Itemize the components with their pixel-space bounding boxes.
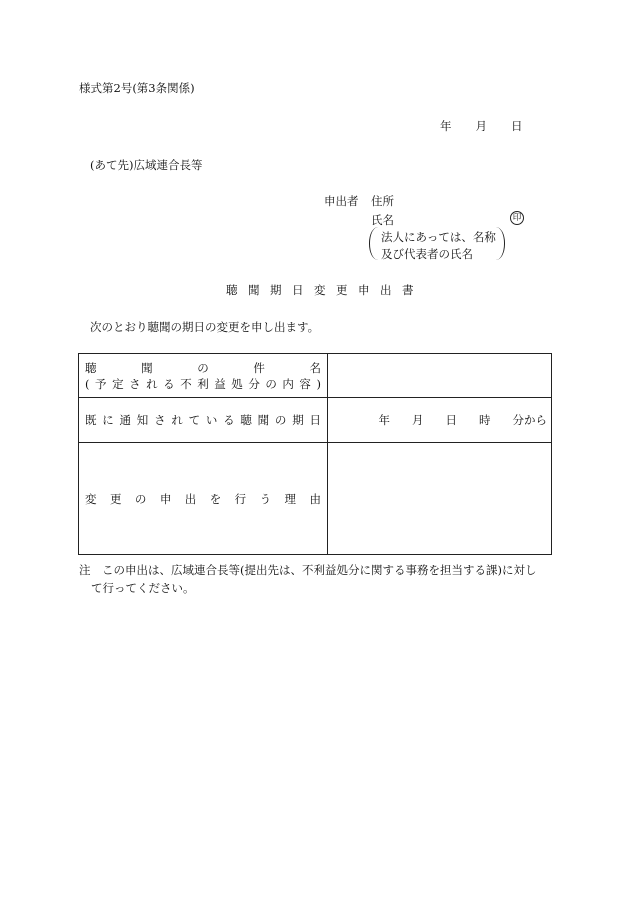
label-char: 聞 <box>257 413 270 427</box>
label-char: て <box>188 413 201 427</box>
label-char: 変 <box>314 283 336 297</box>
label-char: 聴 <box>240 413 252 427</box>
case-name-line2 <box>85 376 321 392</box>
label-char: 聞 <box>141 360 153 375</box>
label-char: 聴 <box>226 283 248 297</box>
label-char: 更 <box>336 283 358 297</box>
table-row <box>79 354 552 398</box>
label-char: 益 <box>214 376 226 391</box>
label-char: 由 <box>309 491 321 506</box>
date-line <box>440 118 547 134</box>
label-char: 件 <box>253 360 265 375</box>
label-char: を <box>209 491 222 506</box>
form-number: 様式第2号(第3条関係) <box>79 81 195 95</box>
label-char: の <box>197 360 209 375</box>
label-char: る <box>163 376 175 391</box>
label-char: る <box>223 413 235 427</box>
label-char: 分 <box>248 376 260 391</box>
date-day: 日 <box>511 119 523 133</box>
label-char: 利 <box>197 376 209 391</box>
label-char: 不 <box>180 376 192 391</box>
label-char: 内 <box>282 376 294 391</box>
table-row <box>79 398 552 443</box>
label-char: 容 <box>299 376 311 391</box>
dt-hour: 時 <box>479 413 491 427</box>
label-char: 聞 <box>248 283 270 297</box>
label-char: の <box>265 376 277 391</box>
table-row <box>79 443 552 555</box>
intro-text: 次のとおり聴聞の期日の変更を申し出ます。 <box>90 320 320 334</box>
note-line2: て行ってください。 <box>91 581 195 595</box>
dt-year: 年 <box>378 413 390 427</box>
address-label: 住所 <box>371 194 394 208</box>
date-year: 年 <box>440 119 452 133</box>
label-char: れ <box>171 413 183 427</box>
label-char: 出 <box>380 283 402 297</box>
label-char: 通 <box>119 413 132 427</box>
dt-month: 月 <box>412 413 424 427</box>
label-char: 変 <box>85 491 97 506</box>
label-char: 聴 <box>85 360 97 375</box>
name-label: 氏名 <box>371 213 394 227</box>
label-char: れ <box>146 376 158 391</box>
label-char: 出 <box>184 491 197 506</box>
notified-date-label <box>79 398 328 443</box>
label-char: 申 <box>159 491 172 506</box>
label-char: 日 <box>292 283 314 297</box>
label-char: の <box>274 413 287 427</box>
dt-minute: 分から <box>512 413 547 427</box>
reason-field[interactable] <box>328 443 552 555</box>
label-char: さ <box>129 376 141 391</box>
dt-day: 日 <box>445 413 457 427</box>
document-title <box>226 282 424 298</box>
label-char: う <box>259 491 272 506</box>
label-char: 日 <box>309 413 321 427</box>
label-char: 書 <box>402 283 424 297</box>
seal-mark: 印 <box>510 211 524 225</box>
label-char: 予 <box>95 376 107 391</box>
label-char: 理 <box>284 491 296 506</box>
corp-note-line2: 及び代表者の氏名 <box>381 247 473 261</box>
label-char: 知 <box>136 413 149 427</box>
label-char: 既 <box>85 413 97 427</box>
reason-label <box>79 443 328 555</box>
label-char: さ <box>154 413 166 427</box>
date-month: 月 <box>475 119 487 133</box>
label-char: に <box>102 413 114 427</box>
label-char: 更 <box>109 491 122 506</box>
case-name-label <box>79 354 328 398</box>
label-char: 定 <box>112 376 124 391</box>
addressee: (あて先)広域連合長等 <box>90 158 203 172</box>
label-char: ) <box>316 376 321 391</box>
label-char: い <box>205 413 218 427</box>
notified-date-field[interactable] <box>328 398 552 443</box>
label-char: 名 <box>309 360 321 375</box>
label-char: の <box>134 491 147 506</box>
case-name-field[interactable] <box>328 354 552 398</box>
request-table <box>78 353 552 555</box>
label-char: 期 <box>292 413 304 427</box>
label-char: 申 <box>358 283 380 297</box>
label-char: 期 <box>270 283 292 297</box>
applicant-label: 申出者 <box>324 194 359 208</box>
note-line1: 注 この申出は、広域連合長等(提出先は、不利益処分に関する事務を担当する課)に対し <box>79 563 537 577</box>
corp-note-line1: 法人にあっては、名称 <box>381 230 496 244</box>
label-char: 処 <box>231 376 243 391</box>
case-name-line1 <box>85 360 321 376</box>
label-char: 行 <box>234 491 247 506</box>
label-char: ( <box>85 376 90 391</box>
